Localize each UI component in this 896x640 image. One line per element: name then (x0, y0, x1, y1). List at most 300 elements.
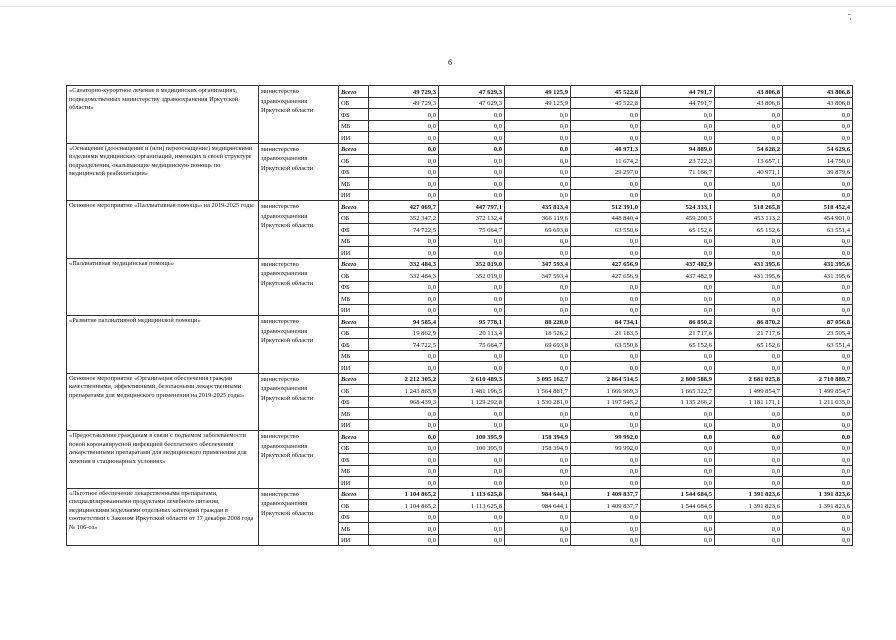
amount-cell: 95 778,1 (439, 316, 505, 328)
amount-cell: 0,0 (369, 293, 439, 305)
amount-cell: 0,0 (439, 523, 505, 535)
amount-cell: 0,0 (571, 362, 641, 374)
amount-cell: 0,0 (571, 281, 641, 293)
amount-cell: 0,0 (505, 281, 571, 293)
amount-cell: 2 212 305,2 (369, 373, 439, 385)
amount-cell: 1 499 854,7 (783, 385, 853, 397)
amount-cell: 14 750,0 (783, 155, 853, 167)
amount-cell: 0,0 (571, 235, 641, 247)
amount-cell: 0,0 (571, 511, 641, 523)
amount-cell: 40 971,1 (715, 166, 783, 178)
amount-cell: 352 019,0 (439, 270, 505, 282)
amount-cell: 0,0 (369, 477, 439, 489)
amount-cell: 74 722,5 (369, 224, 439, 236)
amount-cell: 0,0 (715, 408, 783, 420)
amount-cell: 0,0 (641, 534, 715, 546)
amount-cell: 0,0 (505, 362, 571, 374)
amount-cell: 54 628,2 (715, 143, 783, 155)
table-row (67, 86, 853, 98)
amount-cell: 0,0 (783, 477, 853, 489)
amount-cell: 0,0 (369, 408, 439, 420)
amount-cell: 0,0 (571, 304, 641, 316)
amount-cell: 0,0 (439, 304, 505, 316)
funding-source-cell: Всего (339, 488, 369, 500)
amount-cell: 0,0 (505, 235, 571, 247)
funding-source-cell: ИИ (339, 304, 369, 316)
amount-cell: 0,0 (783, 132, 853, 144)
funding-source-cell: Всего (339, 431, 369, 443)
amount-cell: 63 550,6 (571, 339, 641, 351)
amount-cell: 0,0 (439, 109, 505, 121)
amount-cell: 86 870,2 (715, 316, 783, 328)
table-row (67, 143, 853, 155)
amount-cell: 1 211 035,0 (783, 396, 853, 408)
amount-cell: 1 113 625,8 (439, 500, 505, 512)
funding-source-cell: МБ (339, 350, 369, 362)
amount-cell: 0,0 (715, 511, 783, 523)
amount-cell: 63 551,4 (783, 224, 853, 236)
amount-cell: 45 522,8 (571, 86, 641, 98)
amount-cell: 372 132,4 (439, 212, 505, 224)
scan-speck (848, 14, 851, 15)
amount-cell: 0,0 (439, 362, 505, 374)
amount-cell: 0,0 (369, 442, 439, 454)
executor-cell: министерство здравоохранения Иркутской области (259, 316, 339, 374)
amount-cell: 0,0 (439, 511, 505, 523)
amount-cell: 49 729,3 (369, 86, 439, 98)
amount-cell: 0,0 (369, 132, 439, 144)
funding-source-cell: ОБ (339, 327, 369, 339)
amount-cell: 448 840,4 (571, 212, 641, 224)
amount-cell: 0,0 (783, 431, 853, 443)
amount-cell: 47 629,3 (439, 86, 505, 98)
amount-cell: 0,0 (641, 120, 715, 132)
amount-cell: 1 391 823,6 (783, 500, 853, 512)
amount-cell: 0,0 (369, 166, 439, 178)
amount-cell: 0,0 (641, 454, 715, 466)
amount-cell: 0,0 (369, 534, 439, 546)
amount-cell: 1 391 823,6 (783, 488, 853, 500)
amount-cell: 427 656,9 (571, 258, 641, 270)
amount-cell: 0,0 (783, 523, 853, 535)
amount-cell: 0,0 (783, 304, 853, 316)
amount-cell: 984 644,1 (505, 488, 571, 500)
amount-cell: 0,0 (505, 247, 571, 259)
amount-cell: 0,0 (783, 419, 853, 431)
amount-cell: 0,0 (369, 235, 439, 247)
amount-cell: 0,0 (783, 534, 853, 546)
funding-source-cell: Всего (339, 316, 369, 328)
funding-source-cell: ИИ (339, 362, 369, 374)
amount-cell: 0,0 (715, 247, 783, 259)
funding-source-cell: МБ (339, 293, 369, 305)
amount-cell: 453 113,2 (715, 212, 783, 224)
amount-cell: 0,0 (369, 178, 439, 190)
table-row (67, 431, 853, 443)
amount-cell: 0,0 (505, 155, 571, 167)
amount-cell: 0,0 (641, 281, 715, 293)
amount-cell: 0,0 (715, 120, 783, 132)
table-row (67, 201, 853, 213)
amount-cell: 0,0 (641, 293, 715, 305)
funding-source-cell: ОБ (339, 442, 369, 454)
amount-cell: 0,0 (715, 442, 783, 454)
amount-cell: 435 813,4 (505, 201, 571, 213)
table-row (67, 258, 853, 270)
amount-cell: 0,0 (571, 477, 641, 489)
amount-cell: 0,0 (715, 189, 783, 201)
amount-cell: 454 901,0 (783, 212, 853, 224)
funding-source-cell: МБ (339, 178, 369, 190)
funding-source-cell: Всего (339, 258, 369, 270)
amount-cell: 1 391 823,6 (715, 500, 783, 512)
funding-source-cell: ИИ (339, 132, 369, 144)
amount-cell: 431 395,6 (715, 258, 783, 270)
amount-cell: 0,0 (439, 189, 505, 201)
amount-cell: 29 297,0 (571, 166, 641, 178)
amount-cell: 0,0 (505, 350, 571, 362)
amount-cell: 0,0 (641, 189, 715, 201)
amount-cell: 94 585,4 (369, 316, 439, 328)
amount-cell: 0,0 (641, 442, 715, 454)
amount-cell: 0,0 (571, 350, 641, 362)
amount-cell: 332 484,3 (369, 270, 439, 282)
measure-name-cell: «Развитие паллиативной медицинской помощи» (67, 316, 259, 374)
amount-cell: 0,0 (439, 477, 505, 489)
funding-source-cell: ОБ (339, 270, 369, 282)
funding-source-cell: ФБ (339, 511, 369, 523)
amount-cell: 1 129 292,8 (439, 396, 505, 408)
amount-cell: 0,0 (715, 523, 783, 535)
amount-cell: 0,0 (571, 132, 641, 144)
amount-cell: 49 729,3 (369, 97, 439, 109)
amount-cell: 3 095 162,7 (505, 373, 571, 385)
amount-cell: 86 850,2 (641, 316, 715, 328)
amount-cell: 0,0 (439, 120, 505, 132)
amount-cell: 0,0 (571, 454, 641, 466)
amount-cell: 0,0 (783, 465, 853, 477)
amount-cell: 0,0 (715, 534, 783, 546)
amount-cell: 1 544 684,5 (641, 488, 715, 500)
amount-cell: 13 657,1 (715, 155, 783, 167)
amount-cell: 43 806,8 (783, 86, 853, 98)
amount-cell: 0,0 (783, 247, 853, 259)
amount-cell: 49 125,9 (505, 86, 571, 98)
amount-cell: 0,0 (369, 419, 439, 431)
amount-cell: 0,0 (505, 454, 571, 466)
amount-cell: 0,0 (783, 511, 853, 523)
amount-cell: 1 197 545,2 (571, 396, 641, 408)
amount-cell: 0,0 (715, 235, 783, 247)
amount-cell: 0,0 (505, 120, 571, 132)
amount-cell: 0,0 (439, 155, 505, 167)
amount-cell: 0,0 (571, 465, 641, 477)
amount-cell: 1 104 865,2 (369, 488, 439, 500)
amount-cell: 2 710 889,7 (783, 373, 853, 385)
amount-cell: 1 135 266,2 (641, 396, 715, 408)
funding-source-cell: ОБ (339, 500, 369, 512)
funding-source-cell: МБ (339, 235, 369, 247)
amount-cell: 0,0 (571, 419, 641, 431)
amount-cell: 1 104 865,2 (369, 500, 439, 512)
budget-table (66, 85, 853, 546)
amount-cell: 0,0 (369, 120, 439, 132)
amount-cell: 1 544 684,5 (641, 500, 715, 512)
amount-cell: 524 333,1 (641, 201, 715, 213)
funding-source-cell: ИИ (339, 189, 369, 201)
executor-cell: министерство здравоохранения Иркутской области (259, 258, 339, 316)
amount-cell: 0,0 (439, 178, 505, 190)
amount-cell: 0,0 (715, 477, 783, 489)
table-row (67, 373, 853, 385)
amount-cell: 0,0 (783, 109, 853, 121)
amount-cell: 43 806,8 (783, 97, 853, 109)
amount-cell: 0,0 (715, 465, 783, 477)
amount-cell: 63 550,6 (571, 224, 641, 236)
amount-cell: 0,0 (369, 511, 439, 523)
amount-cell: 1 665 322,7 (641, 385, 715, 397)
amount-cell: 65 152,6 (715, 224, 783, 236)
amount-cell: 518 265,8 (715, 201, 783, 213)
amount-cell: 0,0 (571, 109, 641, 121)
measure-name-cell: «Предоставление гражданам в связи с подъемом заболеваемости новой коронавирусной инфекцией бесплатного обеспечения лекарственными препаратами для медицинского применения для лечения в стационарных условиях» (67, 431, 259, 489)
amount-cell: 0,0 (505, 293, 571, 305)
table-row (67, 316, 853, 328)
funding-source-cell: Всего (339, 143, 369, 155)
amount-cell: 0,0 (369, 454, 439, 466)
amount-cell: 0,0 (369, 362, 439, 374)
amount-cell: 75 664,7 (439, 339, 505, 351)
funding-source-cell: ИИ (339, 247, 369, 259)
amount-cell: 43 806,8 (715, 97, 783, 109)
funding-source-cell: ОБ (339, 212, 369, 224)
funding-source-cell: ИИ (339, 477, 369, 489)
amount-cell: 54 629,6 (783, 143, 853, 155)
amount-cell: 0,0 (369, 465, 439, 477)
amount-cell: 0,0 (369, 189, 439, 201)
amount-cell: 23 722,3 (641, 155, 715, 167)
measure-name-cell: «Паллиативная медицинская помощь» (67, 258, 259, 316)
amount-cell: 0,0 (505, 178, 571, 190)
amount-cell: 332 484,3 (369, 258, 439, 270)
amount-cell: 0,0 (439, 235, 505, 247)
amount-cell: 0,0 (783, 281, 853, 293)
amount-cell: 0,0 (715, 362, 783, 374)
measure-name-cell: Основное мероприятие «Паллиативная помощь» на 2019-2025 годы (67, 201, 259, 259)
amount-cell: 0,0 (641, 132, 715, 144)
executor-cell: министерство здравоохранения Иркутской области (259, 431, 339, 489)
amount-cell: 366 119,6 (505, 212, 571, 224)
amount-cell: 0,0 (505, 143, 571, 155)
amount-cell: 0,0 (439, 454, 505, 466)
amount-cell: 352 347,2 (369, 212, 439, 224)
amount-cell: 0,0 (369, 523, 439, 535)
executor-cell: министерство здравоохранения Иркутской области (259, 86, 339, 144)
amount-cell: 1 409 837,7 (571, 500, 641, 512)
amount-cell: 352 019,0 (439, 258, 505, 270)
amount-cell: 21 717,6 (715, 327, 783, 339)
funding-source-cell: МБ (339, 120, 369, 132)
amount-cell: 100 395,9 (439, 431, 505, 443)
amount-cell: 0,0 (641, 247, 715, 259)
amount-cell: 0,0 (439, 166, 505, 178)
amount-cell: 44 791,7 (641, 86, 715, 98)
amount-cell: 69 693,8 (505, 224, 571, 236)
amount-cell: 437 482,9 (641, 258, 715, 270)
amount-cell: 23 505,4 (783, 327, 853, 339)
amount-cell: 0,0 (369, 281, 439, 293)
amount-cell: 512 391,0 (571, 201, 641, 213)
amount-cell: 40 971,3 (571, 143, 641, 155)
amount-cell: 0,0 (783, 293, 853, 305)
amount-cell: 0,0 (783, 189, 853, 201)
executor-cell: министерство здравоохранения Иркутской области (259, 201, 339, 259)
amount-cell: 39 879,6 (783, 166, 853, 178)
executor-cell: министерство здравоохранения Иркутской области (259, 373, 339, 431)
amount-cell: 158 394,9 (505, 442, 571, 454)
amount-cell: 0,0 (439, 465, 505, 477)
amount-cell: 0,0 (439, 350, 505, 362)
amount-cell: 0,0 (641, 304, 715, 316)
funding-source-cell: Всего (339, 201, 369, 213)
amount-cell: 0,0 (641, 235, 715, 247)
amount-cell: 0,0 (641, 523, 715, 535)
amount-cell: 0,0 (505, 132, 571, 144)
amount-cell: 71 166,7 (641, 166, 715, 178)
amount-cell: 2 610 489,3 (439, 373, 505, 385)
amount-cell: 0,0 (641, 362, 715, 374)
amount-cell: 1 391 823,6 (715, 488, 783, 500)
amount-cell: 19 862,9 (369, 327, 439, 339)
amount-cell: 0,0 (505, 419, 571, 431)
amount-cell: 2 681 025,8 (715, 373, 783, 385)
amount-cell: 0,0 (439, 534, 505, 546)
amount-cell: 427 069,7 (369, 201, 439, 213)
executor-cell: министерство здравоохранения Иркутской области (259, 143, 339, 201)
amount-cell: 0,0 (641, 350, 715, 362)
amount-cell: 0,0 (641, 408, 715, 420)
amount-cell: 427 656,9 (571, 270, 641, 282)
amount-cell: 0,0 (505, 109, 571, 121)
amount-cell: 0,0 (715, 281, 783, 293)
amount-cell: 94 889,0 (641, 143, 715, 155)
amount-cell: 63 551,4 (783, 339, 853, 351)
amount-cell: 1 113 625,8 (439, 488, 505, 500)
amount-cell: 0,0 (439, 408, 505, 420)
measure-name-cell: «Оснащение (дооснащение и (или) переоснащение) медицинскими изделиями медицинских организаций, имеющих в своей структуре подразделения, оказывающие медицинскую помощь по медицинской реабилитации» (67, 143, 259, 201)
amount-cell: 0,0 (571, 178, 641, 190)
amount-cell: 347 593,4 (505, 258, 571, 270)
amount-cell: 65 152,6 (641, 339, 715, 351)
amount-cell: 74 722,5 (369, 339, 439, 351)
table-row (67, 488, 853, 500)
amount-cell: 0,0 (715, 109, 783, 121)
amount-cell: 43 806,8 (715, 86, 783, 98)
amount-cell: 437 482,9 (641, 270, 715, 282)
amount-cell: 99 992,0 (571, 431, 641, 443)
amount-cell: 65 152,6 (715, 339, 783, 351)
amount-cell: 0,0 (369, 431, 439, 443)
amount-cell: 0,0 (369, 155, 439, 167)
amount-cell: 518 452,4 (783, 201, 853, 213)
amount-cell: 0,0 (439, 281, 505, 293)
amount-cell: 45 522,8 (571, 97, 641, 109)
scan-speck (850, 18, 851, 20)
amount-cell: 1 181 171,1 (715, 396, 783, 408)
amount-cell: 0,0 (571, 534, 641, 546)
amount-cell: 447 797,1 (439, 201, 505, 213)
amount-cell: 968 439,3 (369, 396, 439, 408)
amount-cell: 0,0 (715, 350, 783, 362)
funding-source-cell: ФБ (339, 109, 369, 121)
amount-cell: 0,0 (783, 350, 853, 362)
amount-cell: 431 395,6 (783, 270, 853, 282)
page-number: 6 (448, 58, 452, 67)
amount-cell: 75 664,7 (439, 224, 505, 236)
amount-cell: 0,0 (369, 247, 439, 259)
funding-source-cell: МБ (339, 408, 369, 420)
measure-name-cell: «Льготное обеспечение лекарственными препаратами, специализированными продуктами лечебного питания, медицинскими изделиями отдельных категорий граждан в соответствии с Законом Иркутской области от 17 декабря 2008 года № 106-оз» (67, 488, 259, 546)
amount-cell: 0,0 (439, 419, 505, 431)
amount-cell: 0,0 (505, 189, 571, 201)
executor-cell: министерство здравоохранения Иркутской области (259, 488, 339, 546)
amount-cell: 84 734,1 (571, 316, 641, 328)
funding-source-cell: ОБ (339, 385, 369, 397)
amount-cell: 0,0 (783, 120, 853, 132)
amount-cell: 0,0 (783, 454, 853, 466)
amount-cell: 0,0 (505, 477, 571, 489)
amount-cell: 0,0 (641, 477, 715, 489)
amount-cell: 0,0 (641, 109, 715, 121)
amount-cell: 0,0 (439, 132, 505, 144)
amount-cell: 88 220,0 (505, 316, 571, 328)
amount-cell: 0,0 (571, 189, 641, 201)
amount-cell: 984 644,1 (505, 500, 571, 512)
amount-cell: 1 481 196,5 (439, 385, 505, 397)
amount-cell: 0,0 (571, 120, 641, 132)
funding-source-cell: ФБ (339, 454, 369, 466)
measure-name-cell: Основное мероприятие «Организация обеспечения граждан качественными, эффективными, безопасными лекарственными препаратами для медицинского применения на 2019-2025 годы» (67, 373, 259, 431)
amount-cell: 0,0 (505, 534, 571, 546)
measure-name-cell: «Санаторно-курортное лечение в медицинских организациях, подведомственных министерству здравоохранения Иркутской области» (67, 86, 259, 144)
funding-source-cell: Всего (339, 86, 369, 98)
amount-cell: 1 499 854,7 (715, 385, 783, 397)
amount-cell: 47 629,3 (439, 97, 505, 109)
amount-cell: 69 693,8 (505, 339, 571, 351)
amount-cell: 21 717,6 (641, 327, 715, 339)
funding-source-cell: ФБ (339, 224, 369, 236)
amount-cell: 0,0 (715, 454, 783, 466)
amount-cell: 0,0 (641, 511, 715, 523)
amount-cell: 21 183,5 (571, 327, 641, 339)
amount-cell: 0,0 (641, 419, 715, 431)
amount-cell: 99 992,0 (571, 442, 641, 454)
amount-cell: 2 864 514,5 (571, 373, 641, 385)
amount-cell: 65 152,6 (641, 224, 715, 236)
amount-cell: 0,0 (783, 362, 853, 374)
amount-cell: 1 666 969,3 (571, 385, 641, 397)
amount-cell: 0,0 (505, 304, 571, 316)
funding-source-cell: ФБ (339, 166, 369, 178)
amount-cell: 0,0 (571, 293, 641, 305)
amount-cell: 0,0 (715, 431, 783, 443)
scan-top-edge (0, 0, 896, 7)
amount-cell: 87 056,8 (783, 316, 853, 328)
amount-cell: 0,0 (641, 431, 715, 443)
amount-cell: 0,0 (715, 178, 783, 190)
amount-cell: 0,0 (369, 143, 439, 155)
amount-cell: 0,0 (641, 465, 715, 477)
